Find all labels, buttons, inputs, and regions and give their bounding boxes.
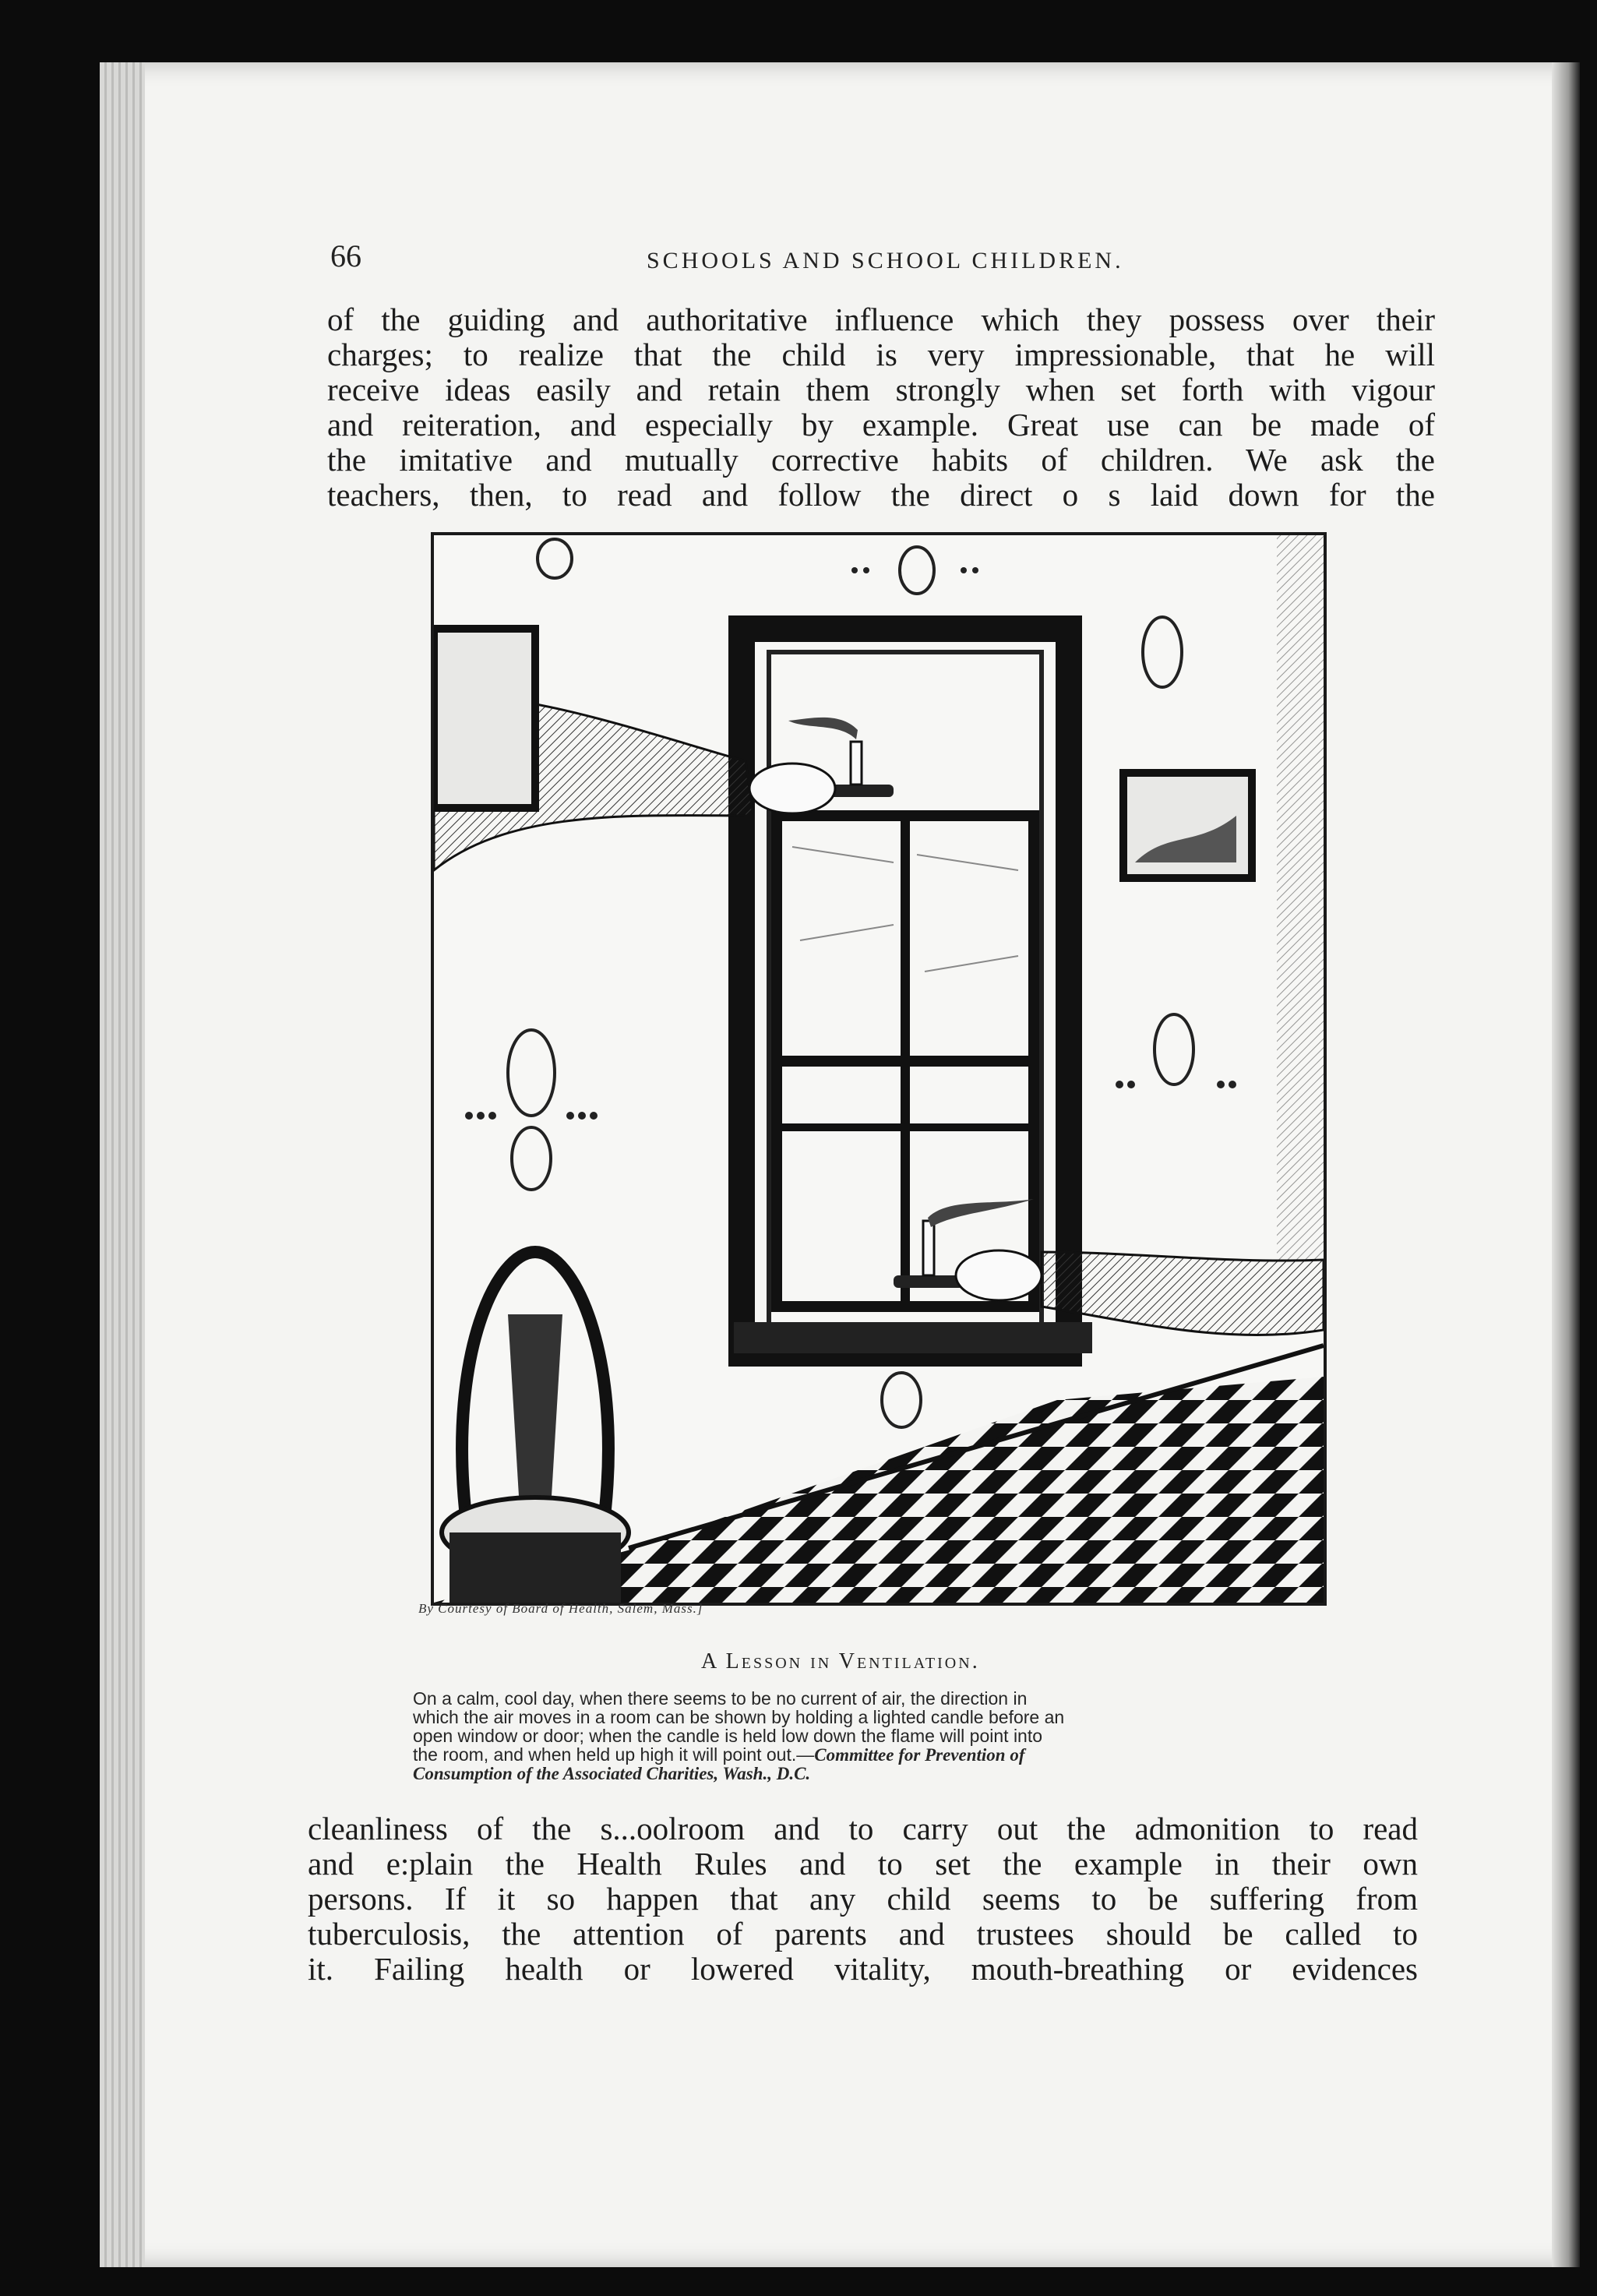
picture-frame-left — [434, 629, 535, 808]
hand-upper — [749, 764, 835, 813]
candle-upper — [851, 742, 862, 785]
text-line: and reiteration, and especially by example. Great use can be made of — [327, 407, 1435, 443]
paragraph-bottom — [308, 1811, 1418, 1987]
paragraph-top — [327, 302, 1435, 513]
candle-lower — [923, 1221, 934, 1275]
hand-lower — [956, 1250, 1042, 1300]
note-line: open window or door; when the candle is held low down the flame will point into — [413, 1726, 1043, 1746]
figure-credit: By Courtesy of Board of Health, Salem, Mass.] — [418, 1601, 703, 1616]
ventilation-illustration — [431, 532, 1327, 1606]
engraving-drawing — [434, 535, 1324, 1603]
note-line — [413, 1745, 1317, 1765]
note-attribution: Consumption of the Associated Charities, Wash., D.C. — [413, 1764, 811, 1783]
text-line: it. Failing health or lowered vitality, mouth-breathing or evidences — [308, 1951, 1418, 1987]
figure-note — [413, 1689, 1317, 1783]
note-attribution-start: Committee for Prevention of — [814, 1745, 1025, 1765]
page-number: 66 — [330, 238, 361, 273]
text-line: and e:plain the Health Rules and to set the example in their own — [308, 1846, 1418, 1882]
text-line: receive ideas easily and retain them strongly when set forth with vigour — [327, 372, 1435, 407]
note-line-text: the room, and when held up high it will point out.— — [413, 1744, 815, 1765]
text-line: of the guiding and authoritative influence which they possess over their — [327, 302, 1435, 337]
running-title: SCHOOLS AND SCHOOL CHILDREN. — [647, 248, 1124, 273]
candle-holder-lower — [894, 1275, 964, 1288]
text-line: teachers, then, to read and follow the direct o s laid down for the — [327, 477, 1435, 513]
text-line: persons. If it so happen that any child seems to be suffering from — [308, 1881, 1418, 1917]
text-line: tuberculosis, the attention of parents and trustees should be called to — [308, 1916, 1418, 1952]
wall-corner — [1277, 535, 1324, 1322]
note-line: which the air moves in a room can be shown by holding a lighted candle before an — [413, 1707, 1065, 1727]
figure-caption: A Lesson in Ventilation. — [701, 1649, 980, 1674]
window-sill — [734, 1322, 1092, 1353]
text-line: the imitative and mutually corrective habits of children. We ask the — [327, 442, 1435, 478]
page-binding — [100, 62, 145, 2267]
text-line: cleanliness of the s...oolroom and to carry out the admonition to read — [308, 1811, 1418, 1846]
text-line: charges; to realize that the child is very impressionable, that he will — [327, 337, 1435, 372]
note-line: On a calm, cool day, when there seems to be no current of air, the direction in — [413, 1688, 1028, 1709]
page-edge — [1552, 62, 1580, 2267]
